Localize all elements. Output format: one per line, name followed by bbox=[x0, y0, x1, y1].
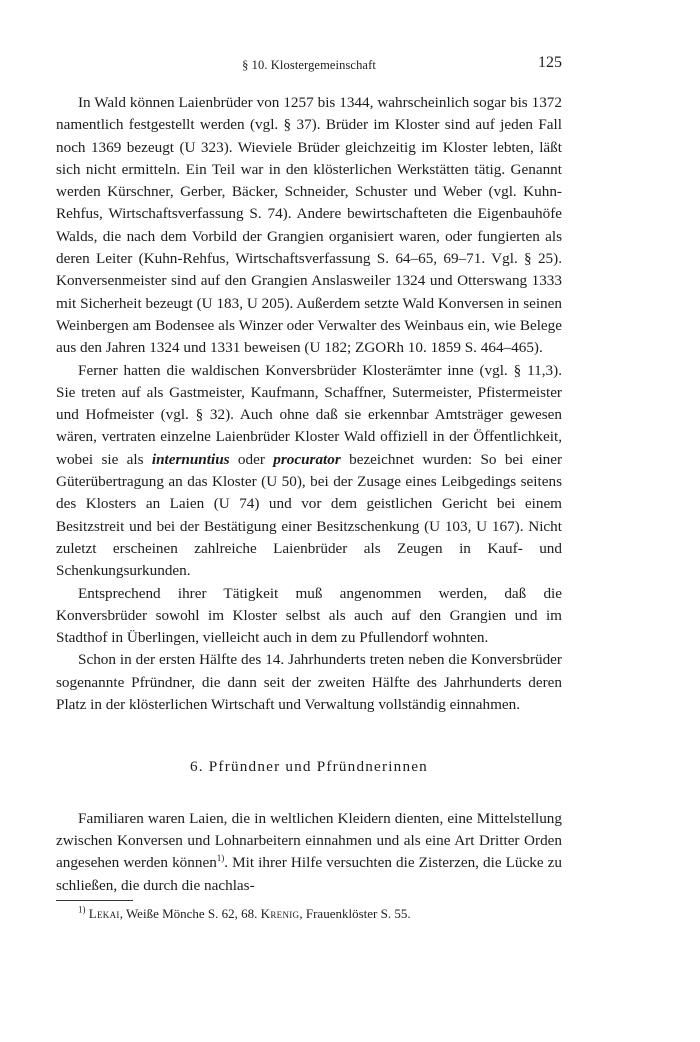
paragraph-3: Entsprechend ihrer Tätigkeit muß angenommen werden, daß die Konversbrüder sowohl im Kloster selbst als auch auf den Grangien und im Stadthof in Überlingen, vielleicht auch in dem zu Pfullendorf wohnten. bbox=[56, 584, 562, 647]
running-head bbox=[56, 54, 562, 76]
paragraph-5: Familiaren waren Laien, die in weltlichen Kleidern dienten, eine Mittelstellung zwischen Konversen und Lohnarbeitern einnahmen und als eine Art Dritter Orden angesehen werden können$^{1)}$. Mit ihrer Hilfe versuchten die Zisterzen, die Lücke zu schließen, die durch die nachlas- bbox=[56, 809, 562, 894]
body-text bbox=[56, 92, 562, 897]
footnote-divider bbox=[56, 900, 133, 901]
running-head-title: § 10. Klostergemeinschaft bbox=[242, 58, 376, 72]
paragraph-1: In Wald können Laienbrüder von 1257 bis 1344, wahrscheinlich sogar bis 1372 namentlich festgestellt werden (vgl. § 37). Brüder im Kloster sind auf jeden Fall noch 1369 bezeugt (U 323). Wieviele Brüder gleichzeitig im Kloster lebten, läßt sich nicht ermitteln. Ein Teil war in den klösterlichen Werkstätten tätig. Genannt werden Kürschner, Gerber, Bäcker, Schneider, Schuster und Weber (vgl. Kuhn-Rehfus, Wirtschaftsverfassung S. 74). Andere bewirtschafteten die Eigenbauhöfe Walds, die nach dem Vorbild der Grangien organisiert waren, oder fungierten als deren Leiter (Kuhn-Rehfus, Wirtschaftsverfassung S. 64–65, 69–71. Vgl. § 25). Konversenmeister sind auf den Grangien Anslasweiler 1324 und Otterswang 1333 mit Sicherheit bezeugt (U 183, U 205). Außerdem setzte Wald Konversen in seinen Weinbergen am Bodensee als Winzer oder Verwalter des Weinbaus ein, wie Belege aus den Jahren 1324 und 1331 beweisen (U 182; ZGORh 10. 1859 S. 464–465). bbox=[56, 94, 562, 357]
latin-term-procurator: procurator bbox=[273, 450, 341, 468]
footnote-reference: 1) bbox=[216, 853, 225, 864]
latin-term-internuntius: internuntius bbox=[151, 450, 230, 468]
footnote-author-lekai: Lekai bbox=[88, 906, 120, 921]
paragraph-4: Schon in der ersten Hälfte des 14. Jahrhunderts treten neben die Konversbrüder sogenannte Pfründner, die dann seit der zweiten Hälfte des Jahrhunderts deren Platz in der klösterlichen Wirtschaft und Verwaltung vollständig einnahmen. bbox=[56, 651, 562, 714]
footnote: $^{1)}$ Lekai, Weiße Mönche S. 62, 68. Krenig, Frauenklöster S. 55. bbox=[78, 904, 411, 921]
footnote-author-krenig: Krenig bbox=[260, 906, 300, 921]
paragraph-2: Ferner hatten die waldischen Konversbrüder Klosterämter inne (vgl. § 11,3). Sie treten auf als Gastmeister, Kaufmann, Schaffner, Sutermeister, Pfistermeister und Hofmeister (vgl. § 32). Auch ohne daß sie erkennbar Amtsträger gewesen wären, vertraten einzelne Laienbrüder Kloster Wald offiziell in der Öffentlichkeit, wobei sie als internuntius oder procurator bezeichnet wurden: So bei einer Güterübertragung an das Kloster (U 50), bei der Zusage eines Leibgedings seitens des Klosters an Laien (U 74) und vor dem geistlichen Gericht bei einem Besitzstreit und bei der Bestätigung einer Besitzschenkung (U 103, U 167). Nicht zuletzt erscheinen zahlreiche Laienbrüder als Zeugen in Kauf- und Schenkungsurkunden. bbox=[56, 361, 563, 580]
section-heading: 6. Pfründner und Pfründnerinnen bbox=[190, 758, 428, 776]
page-number: 125 bbox=[538, 54, 562, 71]
footnote-marker: 1) bbox=[78, 904, 86, 915]
